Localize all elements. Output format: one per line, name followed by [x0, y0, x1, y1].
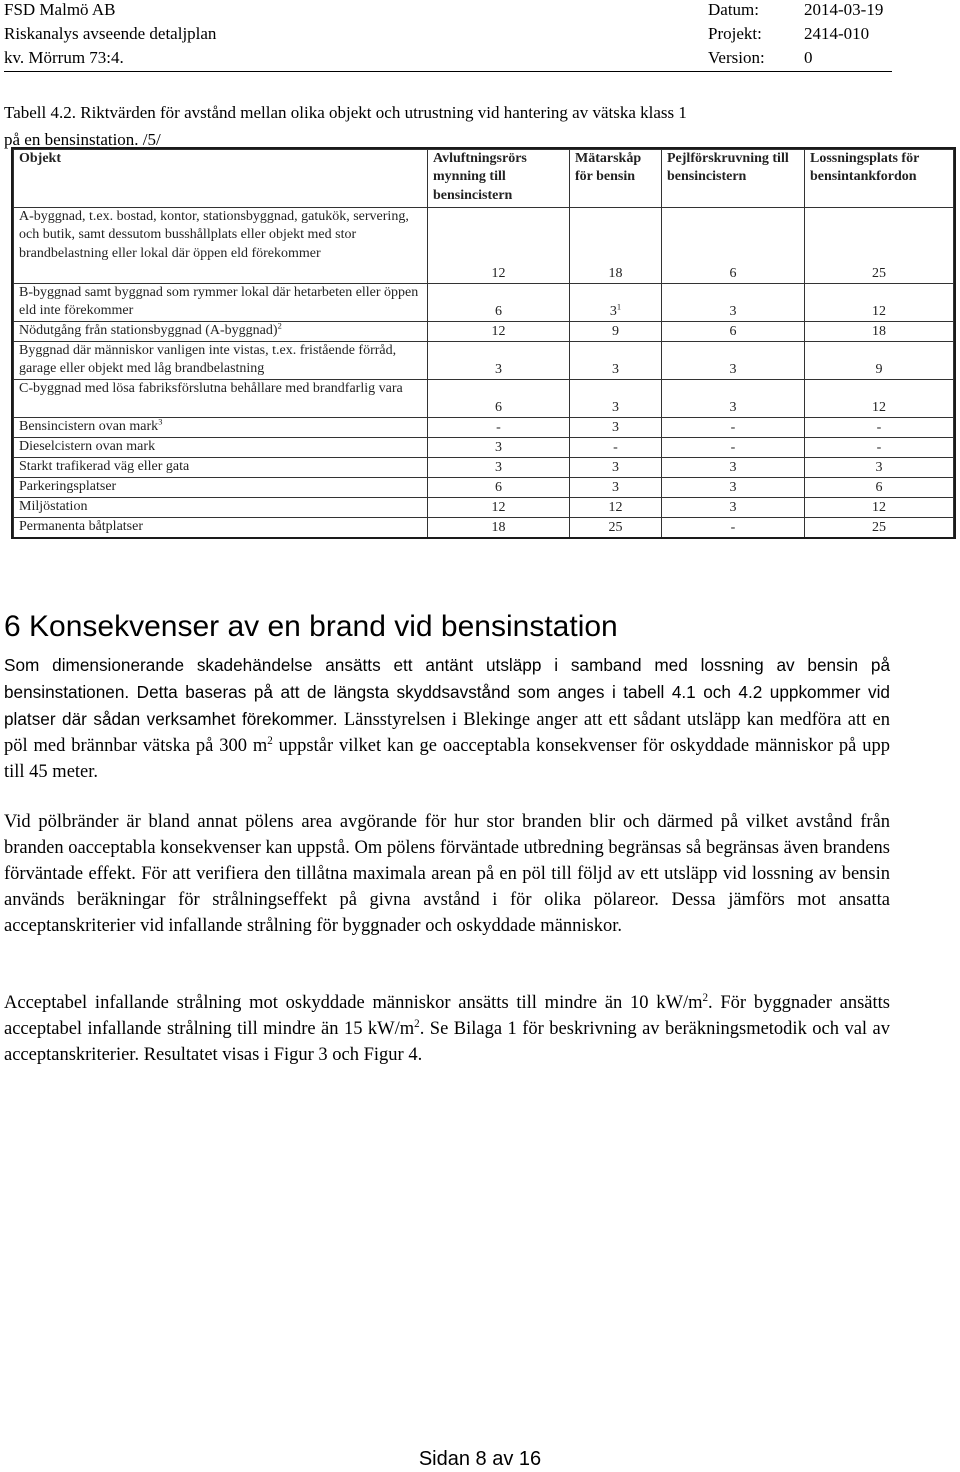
superscript: 2 — [267, 734, 273, 747]
distance-value: - — [730, 439, 736, 455]
distance-value: 3 — [875, 459, 883, 475]
distance-value: 18 — [872, 323, 886, 339]
distance-value: 3 — [612, 459, 619, 475]
distance-value: 3 — [729, 499, 737, 515]
distance-value: 6 — [495, 303, 502, 319]
section-heading: 6 Konsekvenser av en brand vid bensinstation — [4, 610, 618, 643]
table-row — [14, 498, 954, 518]
distance-value: 3 — [612, 479, 619, 495]
distance-value: 12 — [491, 499, 506, 515]
object-cell — [14, 322, 428, 342]
object-cell — [14, 478, 428, 498]
distance-cell — [570, 438, 662, 458]
distance-value: 12 — [491, 265, 506, 281]
paragraph-1-part-sans: Som dimensionerande skadehändelse ansätts ett antänt utsläpp i samband med lossning av bensin på bensinstationen. Detta baseras på att de längsta skyddsavstånd som anges i tabell 4.1 och 4.2 uppkommer vid platser där sådan verksamhet förekommer. — [4, 655, 890, 729]
distance-value: - — [730, 519, 736, 535]
paragraph-3-part-b: . För byggnader ansätts acceptabel infallande strålning till mindre än 15 kW/m — [4, 993, 890, 1039]
distance-value: 3 — [612, 361, 619, 377]
table-header-row — [14, 150, 954, 208]
distance-value: - — [613, 439, 618, 455]
distance-cell — [428, 498, 570, 518]
distance-cell — [570, 208, 662, 284]
distance-cell — [570, 418, 662, 438]
version-value: 0 — [804, 48, 813, 67]
object-label: Miljöstation — [19, 499, 88, 514]
distance-value: 6 — [875, 479, 883, 495]
distance-cell — [662, 458, 805, 478]
column-header: Objekt — [14, 150, 428, 208]
object-cell — [14, 458, 428, 478]
distance-value: 6 — [495, 479, 502, 495]
distance-value: 12 — [872, 499, 886, 515]
superscript: 2 — [702, 991, 709, 1004]
date-value: 2014-03-19 — [804, 0, 884, 19]
document-subject: Riskanalys avseende detaljplan — [4, 24, 217, 43]
table-row — [14, 478, 954, 498]
distance-value: - — [496, 419, 501, 435]
column-header: Avluftningsrörs mynning till bensincistern — [428, 150, 570, 208]
distance-value: 3 — [729, 303, 737, 319]
distance-cell — [662, 518, 805, 538]
superscript: 2 — [414, 1017, 420, 1030]
header-divider — [4, 71, 892, 72]
paragraph-3-part-c: . Se Bilaga 1 för beskrivning av beräkningsmetodik och val av acceptanskriterier. Resultatet visas i Figur 3 och Figur 4. — [4, 1019, 890, 1065]
footnote-marker: 3 — [158, 417, 163, 427]
project-value: 2414-010 — [804, 24, 870, 43]
object-cell — [14, 284, 428, 322]
paragraph-3-part-a: Acceptabel infallande strålning mot oskyddade människor ansätts till mindre än 10 kW/m — [4, 993, 703, 1013]
distance-value: - — [730, 419, 736, 435]
distance-value: 3 — [612, 399, 619, 415]
object-label: Parkeringsplatser — [19, 479, 117, 494]
distance-cell — [428, 458, 570, 478]
table-row — [14, 418, 954, 438]
distance-cell — [428, 478, 570, 498]
distance-cell — [428, 380, 570, 418]
table-row — [14, 284, 954, 322]
distance-table-image — [11, 147, 956, 539]
object-cell — [14, 518, 428, 538]
distance-cell — [805, 284, 954, 322]
distance-cell — [805, 458, 954, 478]
distance-value: 12 — [872, 303, 886, 319]
distance-cell — [428, 208, 570, 284]
date-label: Datum: — [708, 0, 759, 19]
distance-value: 3 — [729, 399, 737, 415]
distance-cell — [662, 418, 805, 438]
object-cell — [14, 342, 428, 380]
object-label: Starkt trafikerad väg eller gata — [19, 459, 190, 474]
distance-cell — [805, 208, 954, 284]
distance-cell — [805, 478, 954, 498]
distance-cell — [805, 418, 954, 438]
distance-value: - — [876, 439, 882, 455]
distance-value: 3 — [609, 303, 617, 319]
distance-cell — [662, 438, 805, 458]
distance-value: 6 — [729, 265, 737, 281]
table-caption-line-1: Tabell 4.2. Riktvärden för avstånd mellan olika objekt och utrustning vid hantering av vätska klass 1 — [4, 103, 687, 122]
distance-cell — [570, 322, 662, 342]
paragraph-2: Vid pölbränder är bland annat pölens area avgörande för hur stor branden blir och därmed på vilket avstånd från branden oacceptabla konsekvenser kan uppstå. Om pölens förväntade utbredning begränsas så begränsas även brandens förväntade effekt. För att verifiera den tillåtna maximala arean på en pöl till följd av ett utsläpp vid lossning av bensin används beräkningar för strålningseffekt på givna avstånd i för olika pölareor. Dessa jämförs mot ansatta acceptanskriterier vid infallande strålning för byggnader och oskyddade människor. — [4, 812, 890, 936]
distance-value: 18 — [491, 519, 506, 535]
object-cell — [14, 380, 428, 418]
object-label: Nödutgång från stationsbyggnad (A-byggnad) — [19, 323, 278, 338]
distance-cell — [428, 322, 570, 342]
distance-value: 12 — [872, 399, 886, 415]
distance-cell — [428, 418, 570, 438]
distance-cell — [805, 438, 954, 458]
table-row — [14, 458, 954, 478]
distance-value: 18 — [608, 265, 623, 281]
company-name: FSD Malmö AB — [4, 0, 116, 19]
distance-value: 9 — [875, 361, 883, 377]
distance-cell — [570, 478, 662, 498]
distance-cell — [662, 380, 805, 418]
distance-value: 3 — [729, 479, 737, 495]
distance-cell — [570, 458, 662, 478]
table-row — [14, 518, 954, 538]
table-caption-line-2: på en bensinstation. /5/ — [4, 130, 161, 149]
distance-value: 25 — [872, 519, 886, 535]
distance-value: 3 — [495, 439, 502, 455]
distance-value: 3 — [612, 419, 619, 435]
distance-cell — [570, 498, 662, 518]
distance-cell — [428, 438, 570, 458]
distance-cell — [662, 284, 805, 322]
distance-cell — [428, 518, 570, 538]
object-label: B-byggnad samt byggnad som rymmer lokal där hetarbeten eller öppen eld inte förekommer — [19, 285, 419, 319]
distance-cell — [570, 518, 662, 538]
paragraph-3 — [4, 990, 890, 1068]
table-row — [14, 342, 954, 380]
footnote-marker: 1 — [616, 301, 622, 311]
table-row — [14, 208, 954, 284]
distance-cell — [805, 342, 954, 380]
table-body — [14, 208, 954, 538]
version-label: Version: — [708, 48, 765, 67]
distance-cell — [570, 380, 662, 418]
object-cell — [14, 418, 428, 438]
distance-value: 3 — [495, 459, 502, 475]
object-label: Bensincistern ovan mark — [19, 419, 159, 434]
distance-cell — [805, 380, 954, 418]
distance-value: 12 — [608, 499, 623, 515]
distance-value: 3 — [729, 459, 737, 475]
footnote-marker: 2 — [277, 321, 282, 331]
distance-value: 6 — [729, 323, 737, 339]
distance-cell — [662, 478, 805, 498]
distance-table — [13, 149, 954, 538]
table-row — [14, 322, 954, 342]
distance-cell — [662, 342, 805, 380]
object-label: Permanenta båtplatser — [19, 519, 144, 534]
object-cell — [14, 438, 428, 458]
object-label: C-byggnad med lösa fabriksförslutna behållare med brandfarlig vara — [19, 381, 403, 396]
table-caption — [4, 99, 892, 153]
object-cell — [14, 498, 428, 518]
distance-cell — [662, 208, 805, 284]
project-label: Projekt: — [708, 24, 762, 43]
page-number: Sidan 8 av 16 — [418, 1448, 542, 1470]
distance-value: 6 — [495, 399, 502, 415]
distance-value: 25 — [608, 519, 623, 535]
object-label: Dieselcistern ovan mark — [19, 439, 156, 454]
distance-cell — [662, 498, 805, 518]
distance-cell — [570, 284, 662, 322]
column-header: Lossningsplats för bensintankfordon — [805, 150, 954, 208]
distance-cell — [428, 342, 570, 380]
distance-value: 3 — [495, 361, 502, 377]
distance-value: 9 — [612, 323, 619, 339]
distance-cell — [805, 518, 954, 538]
distance-value: 25 — [872, 265, 886, 281]
distance-cell — [805, 322, 954, 342]
column-header: Pejlförskruvning till bensincistern — [662, 150, 805, 208]
distance-value: 12 — [491, 323, 506, 339]
object-label: A-byggnad, t.ex. bostad, kontor, stationsbyggnad, gatukök, servering, och butik, samt dessutom busshållplats eller objekt med stor brandbelastning eller lokal där öppen eld förekommer — [19, 209, 409, 261]
distance-cell — [570, 342, 662, 380]
distance-cell — [428, 284, 570, 322]
distance-value: - — [876, 419, 882, 435]
paragraph-1 — [4, 652, 890, 785]
table-row — [14, 438, 954, 458]
paragraph-1-part-serif-a: Länsstyrelsen i Blekinge anger att ett sådant utsläpp kan medföra att en pöl med brännbar vätska på 300 m — [4, 710, 891, 756]
distance-cell — [805, 498, 954, 518]
property-name: kv. Mörrum 73:4. — [4, 48, 124, 67]
column-header: Mätarskåp för bensin — [570, 150, 662, 208]
distance-value: 3 — [729, 361, 737, 377]
object-cell — [14, 208, 428, 284]
object-label: Byggnad där människor vanligen inte vistas, t.ex. fristående förråd, garage eller objekt med låg brandbelastning — [19, 343, 397, 377]
table-row — [14, 380, 954, 418]
paragraph-1-part-serif-b: uppstår vilket kan ge oacceptabla konsekvenser för oskyddade människor på upp till 45 meter. — [4, 736, 890, 782]
distance-cell — [662, 322, 805, 342]
